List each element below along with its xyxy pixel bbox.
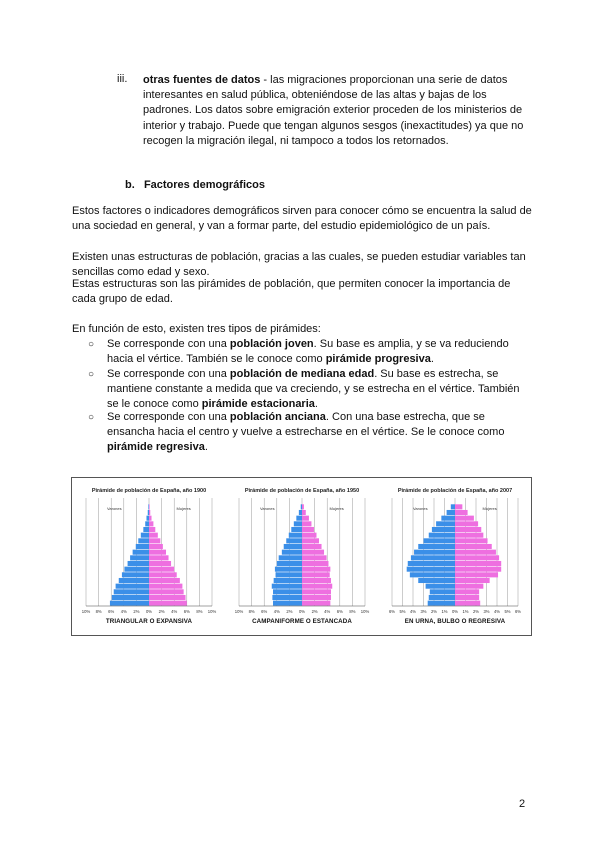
male-bar bbox=[428, 601, 455, 606]
female-bar bbox=[302, 589, 331, 594]
x-tick-label: 4% bbox=[171, 609, 178, 614]
male-bar bbox=[418, 578, 455, 583]
female-bar bbox=[455, 555, 499, 560]
female-bar bbox=[302, 533, 316, 538]
male-bar bbox=[414, 550, 455, 555]
female-bar bbox=[455, 578, 490, 583]
x-tick-label: 0% bbox=[145, 609, 153, 614]
male-bar bbox=[275, 567, 302, 572]
male-bar bbox=[291, 527, 302, 532]
male-bar bbox=[141, 533, 149, 538]
male-bar bbox=[133, 550, 149, 555]
male-bar bbox=[272, 584, 302, 589]
male-bar bbox=[276, 572, 302, 577]
female-bar bbox=[302, 567, 330, 572]
list-marker-iii: iii. bbox=[117, 73, 128, 85]
female-bar bbox=[302, 510, 306, 515]
male-bar bbox=[418, 544, 455, 549]
paragraph-piramides: Estas estructuras son las pirámides de población, que permiten conocer la importancia de cada grupo de edad. bbox=[72, 278, 511, 306]
female-bar bbox=[455, 584, 483, 589]
male-bar bbox=[426, 584, 455, 589]
male-bar bbox=[286, 538, 302, 543]
male-bar bbox=[299, 510, 302, 515]
chart-caption: TRIANGULAR O EXPANSIVA bbox=[105, 618, 193, 625]
bullet-pyramid-name: pirámide estacionaria bbox=[201, 398, 315, 411]
bullet-pyramid-name: pirámide regresiva bbox=[107, 441, 205, 454]
page-number: 2 bbox=[519, 798, 526, 810]
bullet-mid: . Con una base estrecha, que se ensancha hacia el centro y vuelve a estrecharse en el vértice. Se le conoce como bbox=[107, 411, 505, 439]
section-heading-b: b. Factores demográficos bbox=[125, 179, 265, 191]
male-bar bbox=[430, 589, 455, 594]
bullet-post: . bbox=[430, 353, 434, 366]
female-bar bbox=[149, 555, 169, 560]
male-bar bbox=[429, 595, 455, 600]
female-bar bbox=[149, 504, 150, 509]
paragraph-factores: Estos factores o indicadores demográficos sirven para conocer cómo se encuentra la salud de una sociedad en general, y van a formar parte, del estudio epidemiológico de un país. bbox=[72, 205, 532, 233]
male-bar bbox=[429, 533, 455, 538]
male-bar bbox=[272, 595, 302, 600]
female-bar bbox=[302, 572, 330, 577]
male-bar bbox=[284, 544, 302, 549]
female-bar bbox=[455, 589, 479, 594]
paragraph-estructuras: Existen unas estructuras de población, gracias a las cuales, se pueden estudiar variables tan sencillas como edad y sexo. bbox=[72, 251, 526, 279]
female-bar bbox=[455, 567, 501, 572]
female-bar bbox=[149, 516, 152, 521]
x-tick-label: 6% bbox=[388, 609, 396, 614]
male-bar bbox=[119, 578, 149, 583]
male-bar bbox=[273, 601, 302, 606]
female-bar bbox=[149, 561, 171, 566]
bullet-term: población anciana bbox=[229, 411, 326, 423]
male-label: Varones bbox=[413, 506, 428, 511]
pyramid-chart-1950 bbox=[229, 482, 375, 627]
female-bar bbox=[455, 504, 462, 509]
female-bar bbox=[149, 527, 155, 532]
x-tick-label: 5% bbox=[504, 609, 511, 614]
male-bar bbox=[296, 516, 302, 521]
x-tick-label: 1% bbox=[441, 609, 448, 614]
female-bar bbox=[149, 533, 158, 538]
pyramid-chart-2007 bbox=[382, 482, 528, 627]
female-bar bbox=[455, 533, 483, 538]
pyramid-svg-1950 bbox=[229, 482, 375, 627]
bullet-pyramid-name: pirámide progresiva bbox=[325, 353, 431, 366]
female-bar bbox=[149, 601, 187, 606]
chart-caption: CAMPANIFORME O ESTANCADA bbox=[252, 618, 352, 625]
female-bar bbox=[149, 544, 163, 549]
male-bar bbox=[136, 544, 149, 549]
x-tick-label: 10% bbox=[81, 609, 91, 614]
x-tick-label: 2% bbox=[472, 609, 480, 614]
x-tick-label: 8% bbox=[248, 609, 255, 614]
bullet-pre: Se corresponde con una bbox=[107, 368, 230, 380]
male-bar bbox=[447, 510, 455, 515]
x-tick-label: 0% bbox=[451, 609, 459, 614]
male-bar bbox=[146, 516, 149, 521]
male-bar bbox=[145, 521, 149, 526]
female-bar bbox=[455, 510, 468, 515]
chart-title: Pirámide de población de España, año 2007 bbox=[397, 488, 513, 494]
female-bar bbox=[149, 572, 177, 577]
x-tick-label: 4% bbox=[493, 609, 501, 614]
x-tick-label: 2% bbox=[158, 609, 165, 614]
male-bar bbox=[273, 589, 302, 594]
female-bar bbox=[302, 561, 328, 566]
male-label: Varones bbox=[107, 506, 122, 511]
x-tick-label: 6% bbox=[108, 609, 115, 614]
male-bar bbox=[114, 589, 149, 594]
list-item-iii bbox=[143, 73, 533, 149]
female-bar bbox=[455, 561, 501, 566]
female-bar bbox=[302, 601, 330, 606]
bullet-post: . bbox=[204, 441, 208, 454]
x-tick-label: 1% bbox=[462, 609, 469, 614]
male-bar bbox=[143, 527, 149, 532]
population-pyramids-figure bbox=[71, 477, 532, 636]
female-bar bbox=[149, 510, 150, 515]
male-bar bbox=[279, 555, 302, 560]
x-tick-label: 6% bbox=[336, 609, 343, 614]
male-bar bbox=[441, 516, 455, 521]
female-bar bbox=[149, 567, 174, 572]
male-bar bbox=[301, 504, 302, 509]
x-tick-label: 2% bbox=[286, 609, 293, 614]
female-bar bbox=[302, 504, 304, 509]
female-bar bbox=[149, 550, 166, 555]
male-bar bbox=[110, 601, 149, 606]
female-bar bbox=[302, 516, 309, 521]
female-label: Mujeres bbox=[176, 506, 191, 511]
male-bar bbox=[411, 555, 455, 560]
bullet-term: población joven bbox=[229, 338, 314, 350]
male-bar bbox=[294, 521, 302, 526]
x-tick-label: 2% bbox=[133, 609, 140, 614]
bullet-pre: Se corresponde con una bbox=[107, 338, 230, 350]
bullet-post: . bbox=[314, 398, 318, 411]
male-bar bbox=[451, 504, 455, 509]
female-bar bbox=[455, 538, 488, 543]
female-bar bbox=[455, 516, 474, 521]
female-bar bbox=[149, 538, 160, 543]
x-tick-label: 10% bbox=[234, 609, 244, 614]
male-bar bbox=[116, 584, 149, 589]
x-tick-label: 4% bbox=[324, 609, 331, 614]
male-bar bbox=[408, 561, 455, 566]
female-bar bbox=[302, 538, 319, 543]
pyramid-svg-1900 bbox=[76, 482, 222, 627]
male-bar bbox=[289, 533, 302, 538]
x-tick-label: 5% bbox=[399, 609, 406, 614]
female-bar bbox=[302, 578, 331, 583]
pyramid-chart-1900 bbox=[76, 482, 222, 627]
male-bar bbox=[148, 510, 149, 515]
bullet-pre: Se corresponde con una bbox=[107, 411, 230, 423]
female-bar bbox=[455, 544, 492, 549]
female-bar bbox=[149, 578, 180, 583]
x-tick-label: 6% bbox=[514, 609, 522, 614]
paragraph-tipos: En función de esto, existen tres tipos de pirámides: bbox=[72, 323, 321, 335]
x-tick-label: 8% bbox=[349, 609, 356, 614]
female-bar bbox=[149, 584, 182, 589]
female-bar bbox=[455, 595, 479, 600]
x-tick-label: 3% bbox=[420, 609, 427, 614]
female-label: Mujeres bbox=[329, 506, 344, 511]
x-tick-label: 3% bbox=[483, 609, 490, 614]
male-bar bbox=[124, 567, 149, 572]
bullet-marker: ○ bbox=[88, 339, 95, 350]
list-item-iii-sep: - bbox=[260, 74, 271, 86]
x-tick-label: 10% bbox=[360, 609, 370, 614]
x-tick-label: 0% bbox=[298, 609, 306, 614]
bullet-text bbox=[107, 410, 527, 456]
female-bar bbox=[455, 601, 480, 606]
male-bar bbox=[432, 527, 455, 532]
female-bar bbox=[302, 550, 324, 555]
male-bar bbox=[122, 572, 149, 577]
x-tick-label: 6% bbox=[183, 609, 190, 614]
x-tick-label: 4% bbox=[120, 609, 127, 614]
x-tick-label: 4% bbox=[273, 609, 280, 614]
x-tick-label: 8% bbox=[196, 609, 203, 614]
list-item-iii-lead: otras fuentes de datos bbox=[143, 74, 261, 86]
female-bar bbox=[455, 527, 481, 532]
x-tick-label: 2% bbox=[430, 609, 438, 614]
female-bar bbox=[302, 595, 331, 600]
x-tick-label: 2% bbox=[311, 609, 318, 614]
chart-title: Pirámide de población de España, año 1900 bbox=[91, 488, 207, 494]
female-bar bbox=[455, 550, 496, 555]
male-bar bbox=[407, 567, 455, 572]
chart-caption: EN URNA, BULBO O REGRESIVA bbox=[404, 618, 506, 625]
bullet-text bbox=[107, 337, 527, 367]
female-label: Mujeres bbox=[482, 506, 497, 511]
female-bar bbox=[302, 555, 327, 560]
bullet-text bbox=[107, 367, 527, 413]
male-bar bbox=[138, 538, 149, 543]
chart-title: Pirámide de población de España, año 1950 bbox=[244, 488, 360, 494]
male-bar bbox=[282, 550, 302, 555]
x-tick-label: 6% bbox=[261, 609, 268, 614]
female-bar bbox=[302, 521, 311, 526]
bullet-mid: . Su base es estrecha, se mantiene constante a medida que va creciendo, y se estrecha en el vértice. También se le conoce como bbox=[107, 368, 520, 411]
male-bar bbox=[148, 504, 149, 509]
male-bar bbox=[128, 561, 149, 566]
male-bar bbox=[277, 561, 302, 566]
female-bar bbox=[302, 527, 314, 532]
x-tick-label: 10% bbox=[207, 609, 217, 614]
bullet-marker: ○ bbox=[88, 412, 95, 423]
female-bar bbox=[302, 584, 332, 589]
male-label: Varones bbox=[260, 506, 275, 511]
bullet-marker: ○ bbox=[88, 369, 95, 380]
bullet-mid: . Su base es amplia, y se va reduciendo hacia el vértice. También se le conoce como bbox=[107, 338, 509, 366]
pyramid-svg-2007 bbox=[382, 482, 528, 627]
female-bar bbox=[302, 544, 322, 549]
x-tick-label: 4% bbox=[409, 609, 417, 614]
male-bar bbox=[274, 578, 302, 583]
list-item-iii-text: las migraciones proporcionan una serie de datos interesantes en salud pública, obteniéndose de las altas y bajas de los padrones. Los datos sobre emigración exterior proceden de los ministerios de interior y trabajo. Puede que tengan algunos sesgos (inexactitudes) ya que no recogen la migración ilegal, ni tampoco a todos los retornados. bbox=[143, 74, 524, 147]
male-bar bbox=[424, 538, 456, 543]
female-bar bbox=[455, 572, 498, 577]
male-bar bbox=[410, 572, 455, 577]
female-bar bbox=[149, 589, 184, 594]
female-bar bbox=[149, 595, 186, 600]
male-bar bbox=[436, 521, 455, 526]
male-bar bbox=[112, 595, 149, 600]
female-bar bbox=[455, 521, 478, 526]
female-bar bbox=[149, 521, 153, 526]
x-tick-label: 8% bbox=[95, 609, 102, 614]
bullet-term: población de mediana edad bbox=[229, 368, 375, 380]
male-bar bbox=[130, 555, 149, 560]
